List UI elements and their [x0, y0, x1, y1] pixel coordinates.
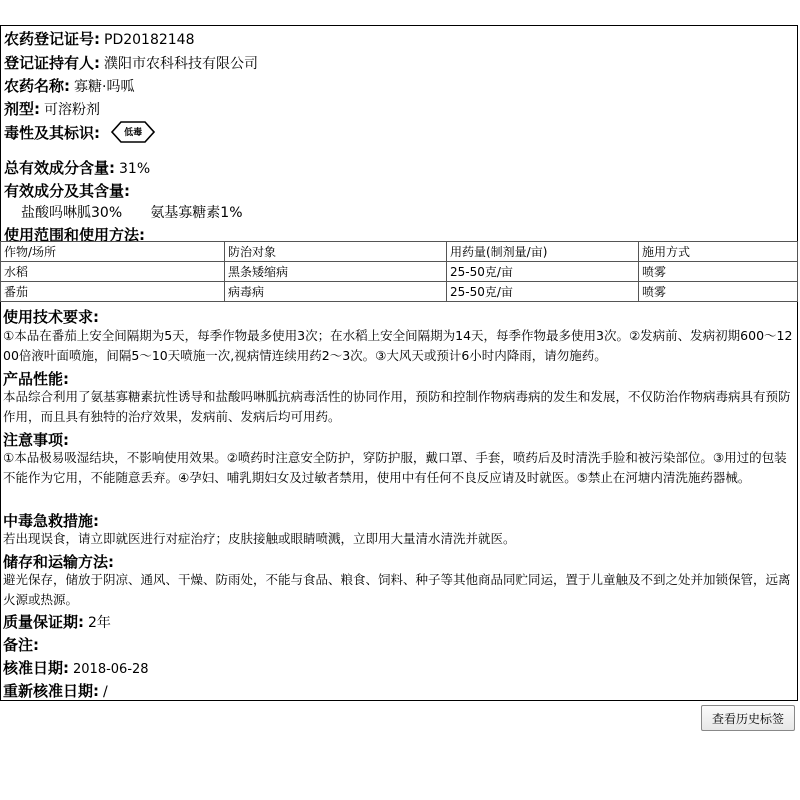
- cell-crop: 番茄: [1, 282, 225, 302]
- performance-text: 本品综合利用了氨基寡糖素抗性诱导和盐酸吗啉胍抗病毒活性的协同作用，预防和控制作物病毒病的发生和发展，不仅防治作物病毒病具有预防作用，而且具有独特的治疗效果，发病前、发病后均可用药。: [3, 389, 791, 424]
- cell-crop: 水稻: [1, 262, 225, 282]
- toxicity-badge-text: 低毒: [124, 127, 143, 138]
- storage-label: 储存和运输方法:: [3, 553, 114, 571]
- remarks-label: 备注:: [3, 636, 39, 654]
- formulation-value: 可溶粉剂: [44, 102, 100, 118]
- precautions-heading: [3, 429, 69, 450]
- registration-row: [4, 28, 194, 49]
- header-dosage: 用药量(制剂量/亩): [447, 242, 639, 262]
- table-row: [1, 282, 798, 302]
- active-ingredients-row: [4, 180, 130, 201]
- view-history-label-button[interactable]: 查看历史标签: [701, 705, 795, 731]
- first-aid-heading: [3, 510, 99, 531]
- tech-heading: [3, 306, 99, 327]
- approval-date-value: 2018-06-28: [73, 662, 149, 677]
- active-ingredients-list: [21, 202, 243, 222]
- shelf-life-value: 2年: [88, 615, 111, 631]
- pesticide-name-row: [4, 75, 134, 96]
- shelf-life-row: [3, 611, 111, 632]
- holder-label: 登记证持有人:: [4, 54, 100, 72]
- cell-dosage: 25-50克/亩: [447, 282, 639, 302]
- registration-value: PD20182148: [104, 32, 195, 48]
- shelf-life-label: 质量保证期:: [3, 613, 84, 631]
- toxicity-row: [4, 122, 155, 145]
- cell-method: 喷雾: [639, 262, 798, 282]
- table-header-row: [1, 242, 798, 262]
- approval-date-row: [3, 657, 149, 678]
- holder-value: 濮阳市农科科技有限公司: [104, 56, 258, 72]
- toxicity-label: 毒性及其标识:: [4, 124, 100, 142]
- remarks-row: [3, 634, 39, 655]
- tech-label: 使用技术要求:: [3, 308, 99, 326]
- header-crop: 作物/场所: [1, 242, 225, 262]
- precautions-text: ①本品极易吸湿结块，不影响使用效果。②喷药时注意安全防护，穿防护服，戴口罩、手套，喷药后及时清洗手脸和被污染部位。③用过的包装不能作为它用，不能随意丢弃。④孕妇、哺乳期妇女及过敏者禁用，使用中有任何不良反应请及时就医。⑤禁止在河塘内清洗施药器械。: [3, 450, 787, 485]
- storage-heading: [3, 551, 114, 572]
- holder-row: [4, 52, 258, 73]
- pesticide-name-label: 农药名称:: [4, 77, 70, 95]
- table-row: [1, 262, 798, 282]
- first-aid-label: 中毒急救措施:: [3, 512, 99, 530]
- ingredient-item: 盐酸吗啉胍30%: [21, 205, 123, 221]
- first-aid-text: 若出现误食，请立即就医进行对症治疗；皮肤接触或眼睛喷溅，立即用大量清水清洗并就医。: [3, 531, 516, 546]
- precautions-label: 注意事项:: [3, 431, 69, 449]
- cell-method: 喷雾: [639, 282, 798, 302]
- performance-label: 产品性能:: [3, 370, 69, 388]
- pesticide-name-value: 寡糖·吗呱: [74, 79, 135, 95]
- total-content-label: 总有效成分含量:: [4, 159, 115, 177]
- usage-table: [0, 241, 798, 302]
- total-content-value: 31%: [119, 161, 151, 177]
- formulation-row: [4, 98, 100, 119]
- low-toxicity-badge: [111, 121, 155, 143]
- usage-label: 使用范围和使用方法:: [4, 226, 145, 244]
- active-ingredients-label: 有效成分及其含量:: [4, 182, 130, 200]
- storage-text: 避光保存，储放于阴凉、通风、干燥、防雨处，不能与食品、粮食、饲料、种子等其他商品同贮同运，置于儿童触及不到之处并加锁保管，远离火源或热源。: [3, 572, 791, 607]
- header-target: 防治对象: [225, 242, 447, 262]
- header-method: 施用方式: [639, 242, 798, 262]
- reapproval-date-row: [3, 680, 108, 701]
- cell-dosage: 25-50克/亩: [447, 262, 639, 282]
- reapproval-date-value: /: [103, 684, 108, 700]
- performance-heading: [3, 368, 69, 389]
- reapproval-date-label: 重新核准日期:: [3, 682, 99, 700]
- tech-text: ①本品在番茄上安全间隔期为5天，每季作物最多使用3次；在水稻上安全间隔期为14天，每季作物最多使用3次。②发病前、发病初期600～1200倍液叶面喷施，间隔5～10天喷施一次,视病情连续用药2～3次。③大风天或预计6小时内降雨，请勿施药。: [3, 328, 793, 363]
- ingredient-item: 氨基寡糖素1%: [150, 205, 243, 221]
- total-content-row: [4, 157, 150, 178]
- approval-date-label: 核准日期:: [3, 659, 69, 677]
- formulation-label: 剂型:: [4, 100, 40, 118]
- registration-label: 农药登记证号:: [4, 30, 100, 48]
- cell-target: 病毒病: [225, 282, 447, 302]
- cell-target: 黑条矮缩病: [225, 262, 447, 282]
